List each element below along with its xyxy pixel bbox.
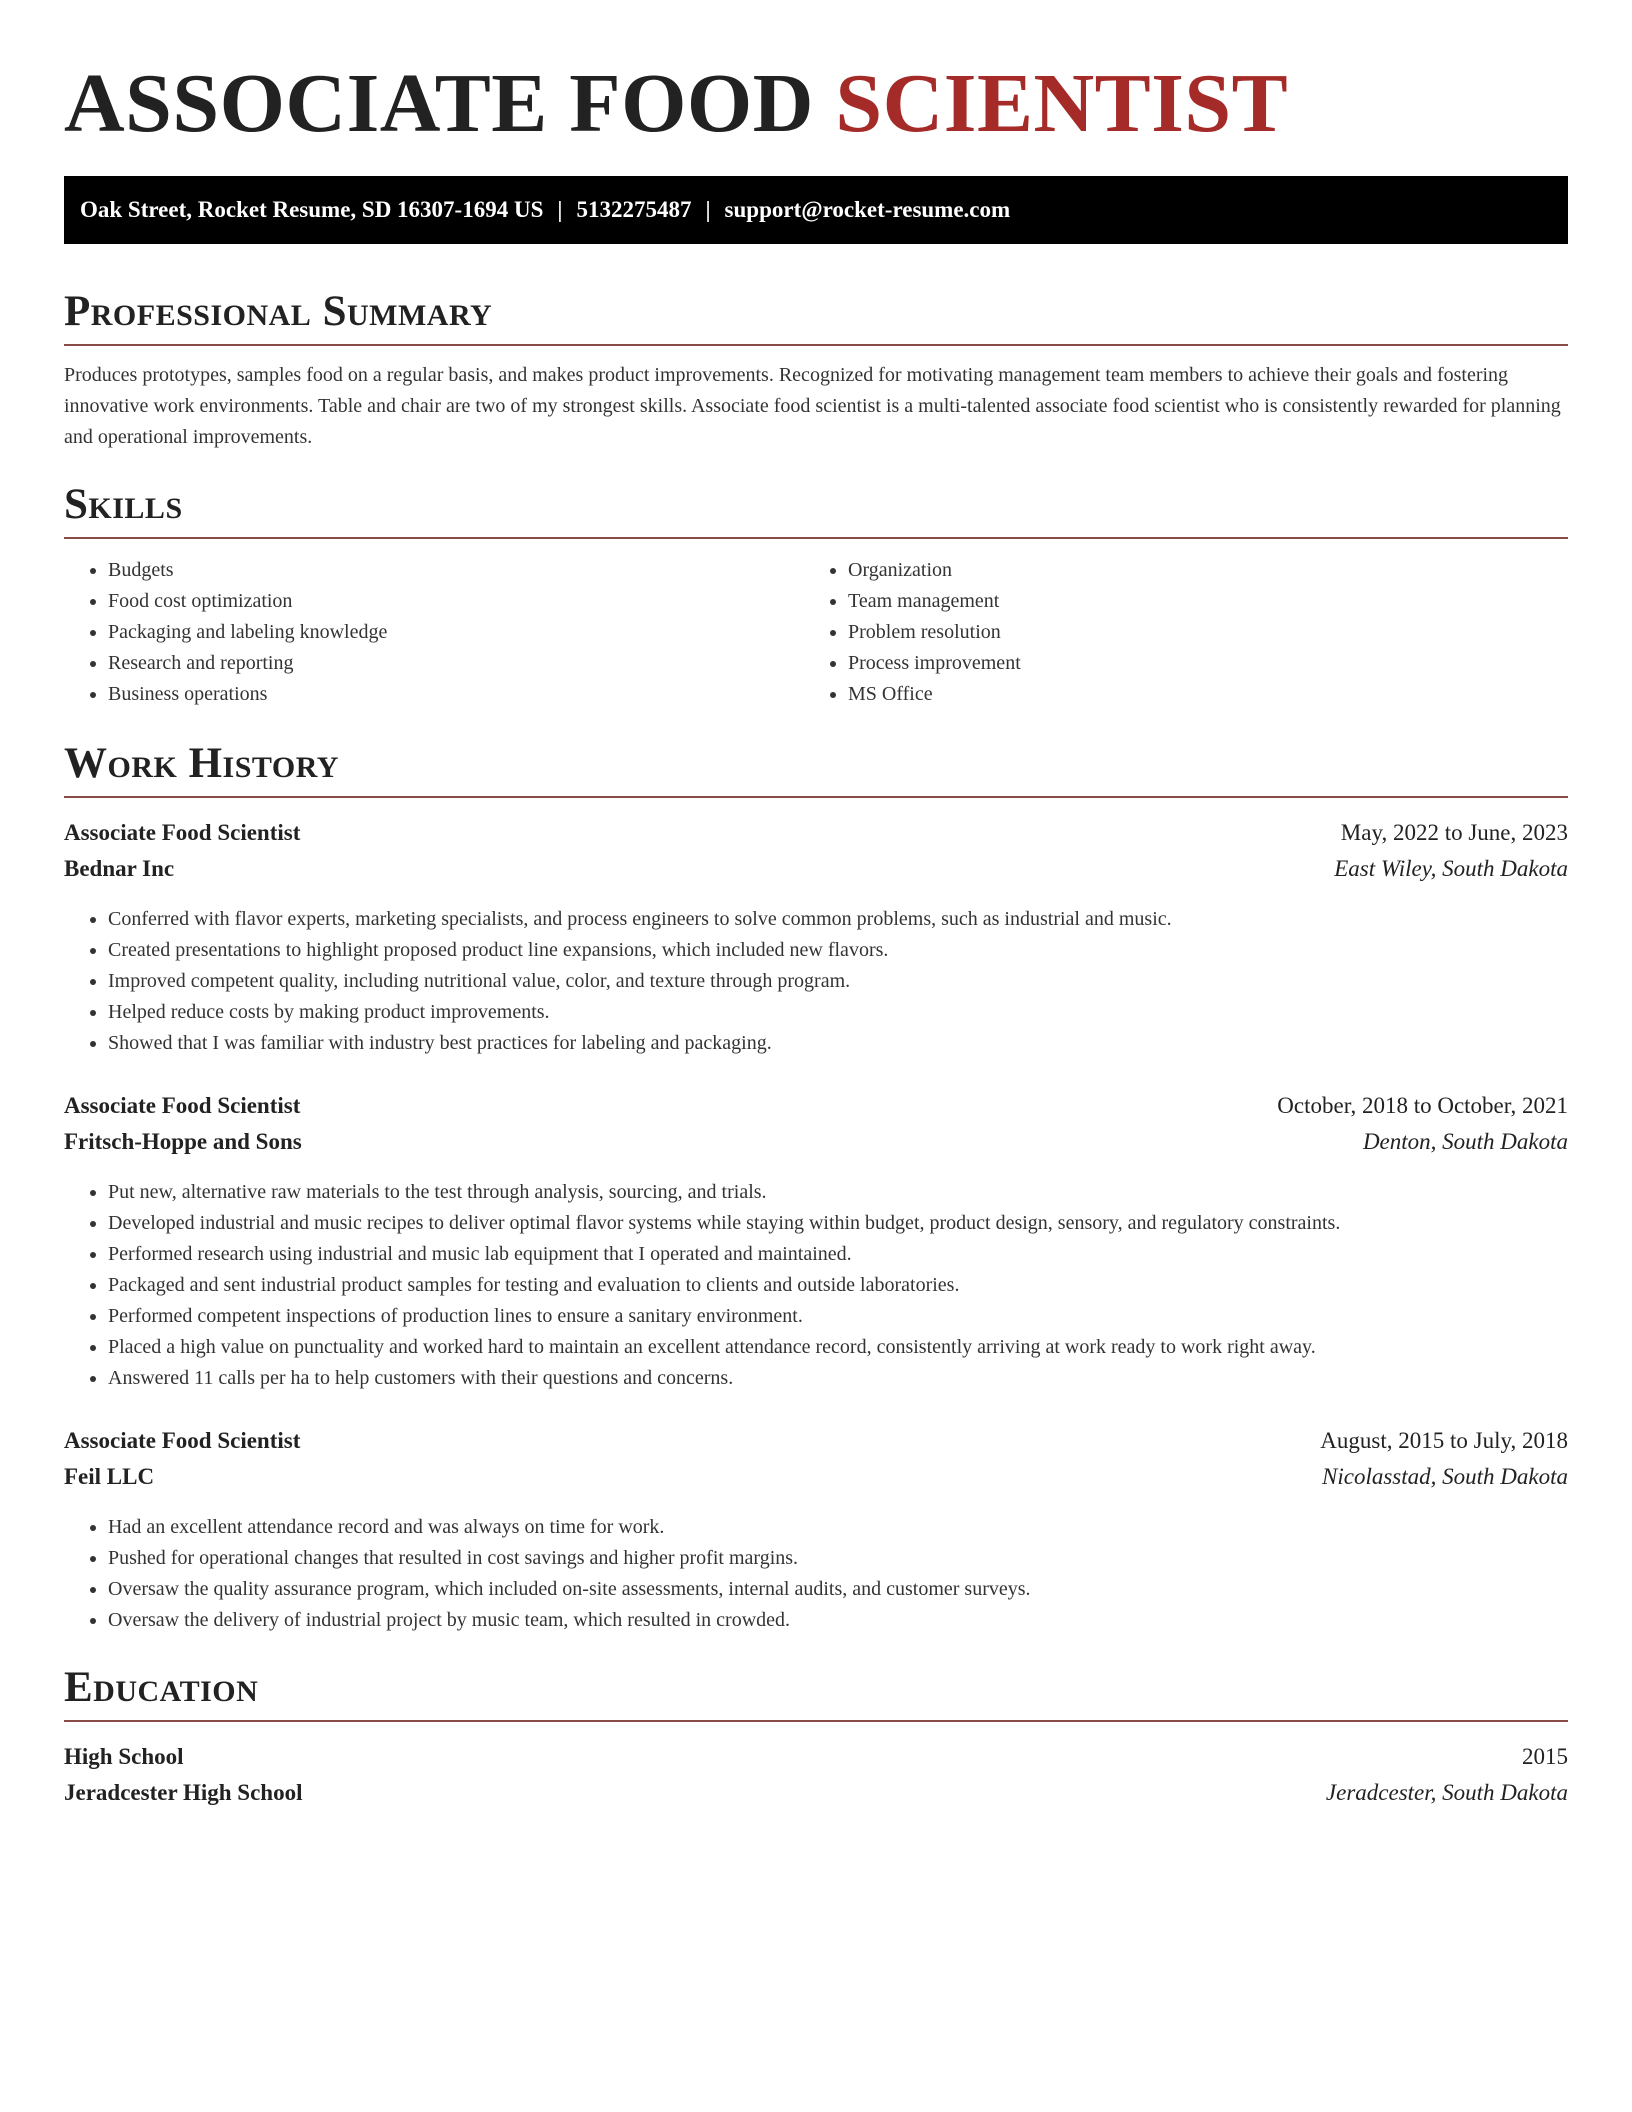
contact-bar [64, 176, 1568, 244]
job-bullet: • Packaged and sent industrial product samples for testing and evaluation to clients and outside laboratories. [108, 1270, 1568, 1301]
education-entry [64, 1744, 1568, 1816]
job-company-row [64, 1464, 1568, 1500]
job-header-row [64, 1093, 1568, 1129]
job-company: Fritsch-Hoppe and Sons [64, 1129, 302, 1154]
job-entry [64, 820, 1568, 1059]
job-bullet: • Showed that I was familiar with industry best practices for labeling and packaging. [108, 1028, 1568, 1059]
job-dates: May, 2022 to June, 2023 [1340, 820, 1568, 845]
skill-item: • MS Office [848, 679, 1544, 710]
job-bullet: • Oversaw the quality assurance program, which included on-site assessments, internal audits, and customer surveys. [108, 1574, 1568, 1605]
job-header-row [64, 1428, 1568, 1464]
job-bullet: • Created presentations to highlight proposed product line expansions, which included new flavors. [108, 935, 1568, 966]
job-company-row [64, 1129, 1568, 1165]
resume-name-heading [64, 54, 1568, 154]
education-degree: High School [64, 1744, 184, 1769]
job-role: Associate Food Scientist [64, 1093, 301, 1118]
job-bullets [64, 1512, 1568, 1636]
contact-phone: 5132275487 [576, 197, 692, 222]
job-bullet: • Oversaw the delivery of industrial project by music team, which resulted in crowded. [108, 1605, 1568, 1636]
job-bullet: • Performed research using industrial and music lab equipment that I operated and maintained. [108, 1239, 1568, 1270]
skill-item: • Organization [848, 555, 1544, 586]
resume-page [64, 0, 1568, 1816]
contact-separator: | [705, 197, 711, 222]
job-header-row [64, 820, 1568, 856]
skills-column-left [64, 555, 804, 710]
job-company: Feil LLC [64, 1464, 155, 1489]
skills-list [64, 555, 1568, 710]
skills-section-title: Skills [64, 481, 183, 528]
skill-item: • Food cost optimization [108, 586, 804, 617]
job-location: Denton, South Dakota [1362, 1129, 1568, 1154]
skills-column-right [804, 555, 1544, 710]
job-bullet: • Helped reduce costs by making product improvements. [108, 997, 1568, 1028]
job-dates: August, 2015 to July, 2018 [1320, 1428, 1568, 1453]
contact-address: Oak Street, Rocket Resume, SD 16307-1694 US [80, 197, 544, 222]
job-bullets [64, 1177, 1568, 1394]
job-company: Bednar Inc [64, 856, 175, 881]
job-bullet: • Pushed for operational changes that resulted in cost savings and higher profit margins. [108, 1543, 1568, 1574]
job-dates: October, 2018 to October, 2021 [1277, 1093, 1568, 1118]
job-bullet: • Improved competent quality, including nutritional value, color, and texture through program. [108, 966, 1568, 997]
job-entry [64, 1093, 1568, 1394]
job-role: Associate Food Scientist [64, 1428, 301, 1453]
job-bullet: • Placed a high value on punctuality and worked hard to maintain an excellent attendance record, consistently arriving at work ready to work right away. [108, 1332, 1568, 1363]
contact-separator: | [557, 197, 563, 222]
education-header-row [64, 1744, 1568, 1780]
job-bullets [64, 904, 1568, 1059]
work-history-section-title: Work History [64, 740, 339, 787]
section-divider [64, 1720, 1568, 1722]
job-location: East Wiley, South Dakota [1334, 856, 1568, 881]
section-divider [64, 796, 1568, 798]
job-role: Associate Food Scientist [64, 820, 301, 845]
education-location: Jeradcester, South Dakota [1325, 1780, 1568, 1805]
skill-item: • Team management [848, 586, 1544, 617]
job-bullet: • Performed competent inspections of production lines to ensure a sanitary environment. [108, 1301, 1568, 1332]
job-bullet: • Conferred with flavor experts, marketing specialists, and process engineers to solve common problems, such as industrial and music. [108, 904, 1568, 935]
contact-email: support@rocket-resume.com [724, 197, 1011, 222]
skill-item: • Problem resolution [848, 617, 1544, 648]
job-entry [64, 1428, 1568, 1636]
education-year: 2015 [1522, 1744, 1568, 1769]
education-school: Jeradcester High School [64, 1780, 303, 1805]
job-bullet: • Answered 11 calls per ha to help customers with their questions and concerns. [108, 1363, 1568, 1394]
skill-item: • Research and reporting [108, 648, 804, 679]
job-bullet: • Had an excellent attendance record and was always on time for work. [108, 1512, 1568, 1543]
summary-section-title: Professional Summary [64, 288, 493, 335]
skill-item: • Process improvement [848, 648, 1544, 679]
name-accent: SCIENTIST [835, 57, 1289, 150]
education-section-title: Education [64, 1664, 259, 1711]
name-main: ASSOCIATE FOOD [64, 57, 814, 150]
skill-item: • Business operations [108, 679, 804, 710]
skill-item: • Budgets [108, 555, 804, 586]
skill-item: • Packaging and labeling knowledge [108, 617, 804, 648]
summary-text: Produces prototypes, samples food on a regular basis, and makes product improvements. Recognized for motivating management team members to achieve their goals and fostering innovative work environments. Table and chair are two of my strongest skills. Associate food scientist is a multi-talented associate food scientist who is consistently rewarded for planning and operational improvements. [64, 364, 1561, 448]
section-divider [64, 537, 1568, 539]
job-location: Nicolasstad, South Dakota [1322, 1464, 1568, 1489]
education-school-row [64, 1780, 1568, 1816]
job-bullet: • Put new, alternative raw materials to the test through analysis, sourcing, and trials. [108, 1177, 1568, 1208]
job-bullet: • Developed industrial and music recipes to deliver optimal flavor systems while staying within budget, product design, sensory, and regulatory constraints. [108, 1208, 1568, 1239]
section-divider [64, 344, 1568, 346]
job-company-row [64, 856, 1568, 892]
